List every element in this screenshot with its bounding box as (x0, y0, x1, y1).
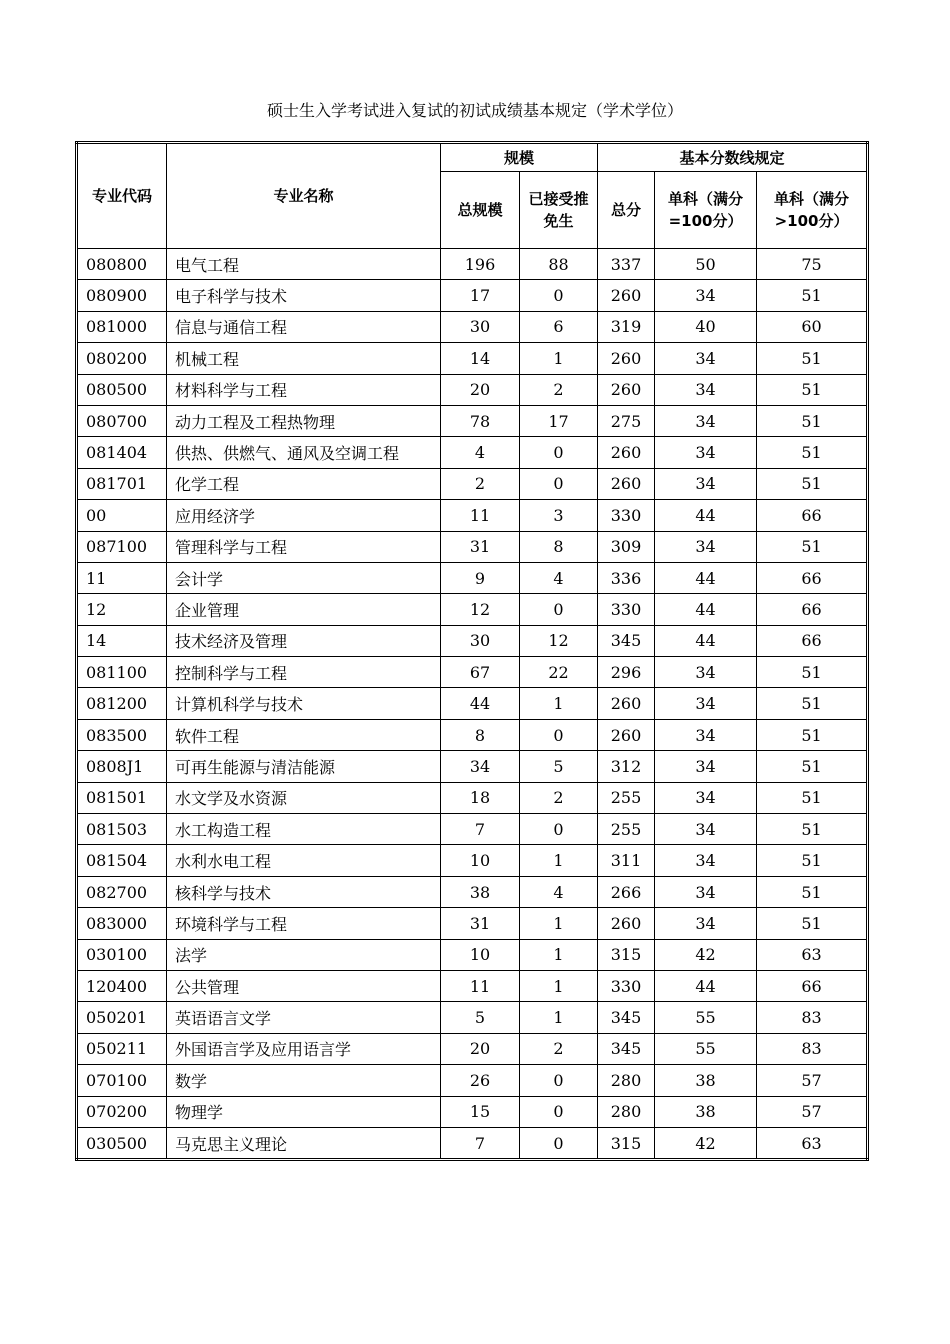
cell-single-100: 42 (655, 1127, 757, 1159)
table-row (77, 782, 868, 813)
cell-single-100: 38 (655, 1096, 757, 1127)
cell-code: 030100 (77, 939, 167, 970)
cell-single-100: 44 (655, 500, 757, 531)
table-row (77, 845, 868, 876)
cell-total-scale: 12 (441, 594, 520, 625)
cell-total-score: 337 (598, 249, 655, 280)
cell-code: 081000 (77, 311, 167, 342)
cell-total-score: 280 (598, 1096, 655, 1127)
cell-code: 087100 (77, 531, 167, 562)
cell-single-100: 44 (655, 562, 757, 593)
cell-single-over-100: 60 (757, 311, 868, 342)
cell-total-scale: 196 (441, 249, 520, 280)
cell-code: 080800 (77, 249, 167, 280)
cell-total-scale: 30 (441, 625, 520, 656)
cell-code: 081501 (77, 782, 167, 813)
table-row (77, 657, 868, 688)
cell-name: 控制科学与工程 (167, 657, 441, 688)
cell-single-100: 44 (655, 625, 757, 656)
cell-single-100: 38 (655, 1065, 757, 1096)
cell-code: 00 (77, 500, 167, 531)
cell-total-score: 309 (598, 531, 655, 562)
cell-single-over-100: 51 (757, 908, 868, 939)
cell-total-scale: 31 (441, 531, 520, 562)
table-row (77, 625, 868, 656)
cell-total-scale: 7 (441, 814, 520, 845)
table-row (77, 311, 868, 342)
cell-accepted-exempt: 4 (520, 562, 598, 593)
header-single-over-100: 单科（满分>100分） (757, 172, 868, 249)
cell-single-100: 50 (655, 249, 757, 280)
table-row (77, 468, 868, 499)
cell-total-scale: 4 (441, 437, 520, 468)
cell-accepted-exempt: 1 (520, 970, 598, 1001)
cell-single-over-100: 51 (757, 343, 868, 374)
cell-total-scale: 44 (441, 688, 520, 719)
cell-single-100: 55 (655, 1002, 757, 1033)
cell-name: 外国语言学及应用语言学 (167, 1033, 441, 1064)
table-row (77, 814, 868, 845)
cell-total-score: 280 (598, 1065, 655, 1096)
cell-code: 080700 (77, 405, 167, 436)
cell-single-100: 34 (655, 719, 757, 750)
table-row (77, 500, 868, 531)
cell-code: 12 (77, 594, 167, 625)
table-row (77, 1002, 868, 1033)
cell-total-scale: 11 (441, 970, 520, 1001)
cell-total-score: 260 (598, 719, 655, 750)
table-row (77, 437, 868, 468)
cell-total-score: 330 (598, 594, 655, 625)
cell-code: 083000 (77, 908, 167, 939)
cell-name: 马克思主义理论 (167, 1127, 441, 1159)
cell-total-score: 260 (598, 374, 655, 405)
cell-total-score: 315 (598, 1127, 655, 1159)
cell-name: 英语语言文学 (167, 1002, 441, 1033)
cell-total-score: 255 (598, 814, 655, 845)
cell-name: 机械工程 (167, 343, 441, 374)
cell-accepted-exempt: 2 (520, 374, 598, 405)
cell-name: 化学工程 (167, 468, 441, 499)
cell-accepted-exempt: 1 (520, 1002, 598, 1033)
cell-total-score: 260 (598, 437, 655, 468)
table-row (77, 1127, 868, 1159)
cell-code: 030500 (77, 1127, 167, 1159)
table-row (77, 970, 868, 1001)
cell-accepted-exempt: 1 (520, 688, 598, 719)
cell-name: 水利水电工程 (167, 845, 441, 876)
cell-total-scale: 14 (441, 343, 520, 374)
cell-total-scale: 10 (441, 845, 520, 876)
cell-code: 081404 (77, 437, 167, 468)
table-row (77, 939, 868, 970)
cell-single-100: 34 (655, 374, 757, 405)
cell-single-100: 34 (655, 688, 757, 719)
table-row (77, 280, 868, 311)
cell-code: 081503 (77, 814, 167, 845)
cell-accepted-exempt: 12 (520, 625, 598, 656)
cell-code: 11 (77, 562, 167, 593)
table-row (77, 1065, 868, 1096)
cell-single-over-100: 51 (757, 657, 868, 688)
cell-total-scale: 20 (441, 1033, 520, 1064)
cell-total-scale: 78 (441, 405, 520, 436)
header-scale-group: 规模 (441, 143, 598, 172)
cell-code: 080200 (77, 343, 167, 374)
cell-total-score: 296 (598, 657, 655, 688)
score-table-container (75, 141, 866, 1161)
cell-code: 070100 (77, 1065, 167, 1096)
cell-single-100: 42 (655, 939, 757, 970)
cell-single-over-100: 51 (757, 468, 868, 499)
cell-single-100: 34 (655, 343, 757, 374)
cell-code: 081504 (77, 845, 167, 876)
cell-name: 计算机科学与技术 (167, 688, 441, 719)
cell-name: 企业管理 (167, 594, 441, 625)
cell-single-over-100: 51 (757, 876, 868, 907)
cell-total-score: 266 (598, 876, 655, 907)
cell-accepted-exempt: 1 (520, 343, 598, 374)
header-score-group: 基本分数线规定 (598, 143, 868, 172)
cell-total-scale: 15 (441, 1096, 520, 1127)
cell-name: 物理学 (167, 1096, 441, 1127)
cell-single-over-100: 51 (757, 814, 868, 845)
cell-single-over-100: 83 (757, 1002, 868, 1033)
cell-total-score: 312 (598, 751, 655, 782)
table-row (77, 405, 868, 436)
cell-single-100: 34 (655, 531, 757, 562)
cell-name: 信息与通信工程 (167, 311, 441, 342)
cell-total-score: 345 (598, 1033, 655, 1064)
cell-code: 083500 (77, 719, 167, 750)
cell-total-score: 345 (598, 1002, 655, 1033)
cell-total-scale: 8 (441, 719, 520, 750)
cell-total-score: 345 (598, 625, 655, 656)
table-row (77, 719, 868, 750)
header-accepted-exempt: 已接受推免生 (520, 172, 598, 249)
cell-accepted-exempt: 0 (520, 594, 598, 625)
cell-total-score: 260 (598, 688, 655, 719)
header-total-scale: 总规模 (441, 172, 520, 249)
cell-accepted-exempt: 0 (520, 468, 598, 499)
cell-accepted-exempt: 1 (520, 845, 598, 876)
cell-name: 动力工程及工程热物理 (167, 405, 441, 436)
cell-single-100: 34 (655, 405, 757, 436)
cell-name: 电子科学与技术 (167, 280, 441, 311)
cell-total-scale: 34 (441, 751, 520, 782)
cell-name: 管理科学与工程 (167, 531, 441, 562)
cell-accepted-exempt: 0 (520, 1127, 598, 1159)
cell-code: 120400 (77, 970, 167, 1001)
cell-single-100: 34 (655, 437, 757, 468)
cell-single-over-100: 51 (757, 845, 868, 876)
cell-total-scale: 17 (441, 280, 520, 311)
cell-single-over-100: 66 (757, 625, 868, 656)
cell-single-over-100: 66 (757, 970, 868, 1001)
table-row (77, 374, 868, 405)
cell-single-over-100: 57 (757, 1065, 868, 1096)
cell-total-scale: 30 (441, 311, 520, 342)
cell-total-score: 315 (598, 939, 655, 970)
cell-accepted-exempt: 4 (520, 876, 598, 907)
cell-code: 0808J1 (77, 751, 167, 782)
cell-total-scale: 18 (441, 782, 520, 813)
cell-accepted-exempt: 88 (520, 249, 598, 280)
cell-total-score: 260 (598, 343, 655, 374)
cell-single-100: 34 (655, 876, 757, 907)
table-row (77, 562, 868, 593)
cell-single-100: 34 (655, 782, 757, 813)
cell-total-scale: 10 (441, 939, 520, 970)
cell-single-100: 34 (655, 908, 757, 939)
cell-code: 081701 (77, 468, 167, 499)
cell-code: 081100 (77, 657, 167, 688)
cell-single-over-100: 51 (757, 719, 868, 750)
cell-name: 法学 (167, 939, 441, 970)
cell-total-score: 330 (598, 970, 655, 1001)
header-single-100: 单科（满分=100分） (655, 172, 757, 249)
cell-accepted-exempt: 1 (520, 908, 598, 939)
cell-accepted-exempt: 2 (520, 1033, 598, 1064)
cell-single-over-100: 51 (757, 374, 868, 405)
cell-total-score: 260 (598, 280, 655, 311)
cell-name: 数学 (167, 1065, 441, 1096)
cell-name: 供热、供燃气、通风及空调工程 (167, 437, 441, 468)
cell-single-over-100: 51 (757, 437, 868, 468)
cell-total-scale: 7 (441, 1127, 520, 1159)
score-table (75, 141, 869, 1161)
cell-single-100: 34 (655, 845, 757, 876)
cell-code: 050211 (77, 1033, 167, 1064)
cell-code: 080500 (77, 374, 167, 405)
cell-single-100: 44 (655, 970, 757, 1001)
header-total-score: 总分 (598, 172, 655, 249)
table-row (77, 876, 868, 907)
cell-total-scale: 67 (441, 657, 520, 688)
cell-name: 环境科学与工程 (167, 908, 441, 939)
table-row (77, 908, 868, 939)
cell-total-score: 260 (598, 468, 655, 499)
cell-accepted-exempt: 3 (520, 500, 598, 531)
cell-code: 080900 (77, 280, 167, 311)
cell-code: 14 (77, 625, 167, 656)
cell-total-scale: 31 (441, 908, 520, 939)
cell-total-scale: 2 (441, 468, 520, 499)
cell-accepted-exempt: 22 (520, 657, 598, 688)
table-row (77, 594, 868, 625)
cell-single-100: 44 (655, 594, 757, 625)
cell-total-scale: 11 (441, 500, 520, 531)
cell-single-100: 34 (655, 468, 757, 499)
cell-code: 082700 (77, 876, 167, 907)
cell-single-over-100: 63 (757, 939, 868, 970)
cell-single-over-100: 83 (757, 1033, 868, 1064)
cell-single-over-100: 63 (757, 1127, 868, 1159)
cell-accepted-exempt: 0 (520, 437, 598, 468)
cell-name: 应用经济学 (167, 500, 441, 531)
cell-single-over-100: 57 (757, 1096, 868, 1127)
cell-single-100: 40 (655, 311, 757, 342)
cell-total-score: 330 (598, 500, 655, 531)
cell-single-100: 34 (655, 657, 757, 688)
cell-single-over-100: 51 (757, 751, 868, 782)
cell-name: 材料科学与工程 (167, 374, 441, 405)
table-row (77, 688, 868, 719)
header-name: 专业名称 (167, 143, 441, 249)
cell-accepted-exempt: 0 (520, 719, 598, 750)
cell-single-100: 55 (655, 1033, 757, 1064)
cell-accepted-exempt: 8 (520, 531, 598, 562)
cell-total-scale: 5 (441, 1002, 520, 1033)
cell-total-score: 255 (598, 782, 655, 813)
cell-single-over-100: 66 (757, 562, 868, 593)
cell-name: 水工构造工程 (167, 814, 441, 845)
table-row (77, 751, 868, 782)
cell-total-score: 275 (598, 405, 655, 436)
cell-name: 会计学 (167, 562, 441, 593)
table-row (77, 249, 868, 280)
cell-single-over-100: 51 (757, 782, 868, 813)
table-row (77, 1033, 868, 1064)
cell-code: 070200 (77, 1096, 167, 1127)
table-row (77, 1096, 868, 1127)
cell-single-100: 34 (655, 751, 757, 782)
cell-accepted-exempt: 17 (520, 405, 598, 436)
cell-code: 081200 (77, 688, 167, 719)
cell-accepted-exempt: 5 (520, 751, 598, 782)
cell-single-over-100: 75 (757, 249, 868, 280)
cell-name: 公共管理 (167, 970, 441, 1001)
cell-single-over-100: 51 (757, 280, 868, 311)
cell-total-score: 260 (598, 908, 655, 939)
cell-name: 软件工程 (167, 719, 441, 750)
cell-code: 050201 (77, 1002, 167, 1033)
cell-accepted-exempt: 2 (520, 782, 598, 813)
cell-single-100: 34 (655, 280, 757, 311)
cell-accepted-exempt: 0 (520, 1065, 598, 1096)
cell-name: 技术经济及管理 (167, 625, 441, 656)
table-body (77, 249, 868, 1160)
cell-accepted-exempt: 6 (520, 311, 598, 342)
cell-total-scale: 26 (441, 1065, 520, 1096)
cell-name: 水文学及水资源 (167, 782, 441, 813)
cell-single-over-100: 66 (757, 594, 868, 625)
cell-total-scale: 9 (441, 562, 520, 593)
cell-accepted-exempt: 0 (520, 1096, 598, 1127)
cell-name: 核科学与技术 (167, 876, 441, 907)
cell-total-score: 336 (598, 562, 655, 593)
cell-total-score: 319 (598, 311, 655, 342)
cell-accepted-exempt: 0 (520, 814, 598, 845)
header-code: 专业代码 (77, 143, 167, 249)
table-row (77, 531, 868, 562)
cell-single-over-100: 51 (757, 531, 868, 562)
cell-accepted-exempt: 1 (520, 939, 598, 970)
cell-single-over-100: 66 (757, 500, 868, 531)
cell-accepted-exempt: 0 (520, 280, 598, 311)
cell-single-over-100: 51 (757, 405, 868, 436)
cell-total-scale: 20 (441, 374, 520, 405)
cell-single-over-100: 51 (757, 688, 868, 719)
cell-total-scale: 38 (441, 876, 520, 907)
cell-single-100: 34 (655, 814, 757, 845)
page-title: 硕士生入学考试进入复试的初试成绩基本规定（学术学位） (266, 101, 683, 120)
cell-name: 电气工程 (167, 249, 441, 280)
table-row (77, 343, 868, 374)
cell-name: 可再生能源与清洁能源 (167, 751, 441, 782)
cell-total-score: 311 (598, 845, 655, 876)
